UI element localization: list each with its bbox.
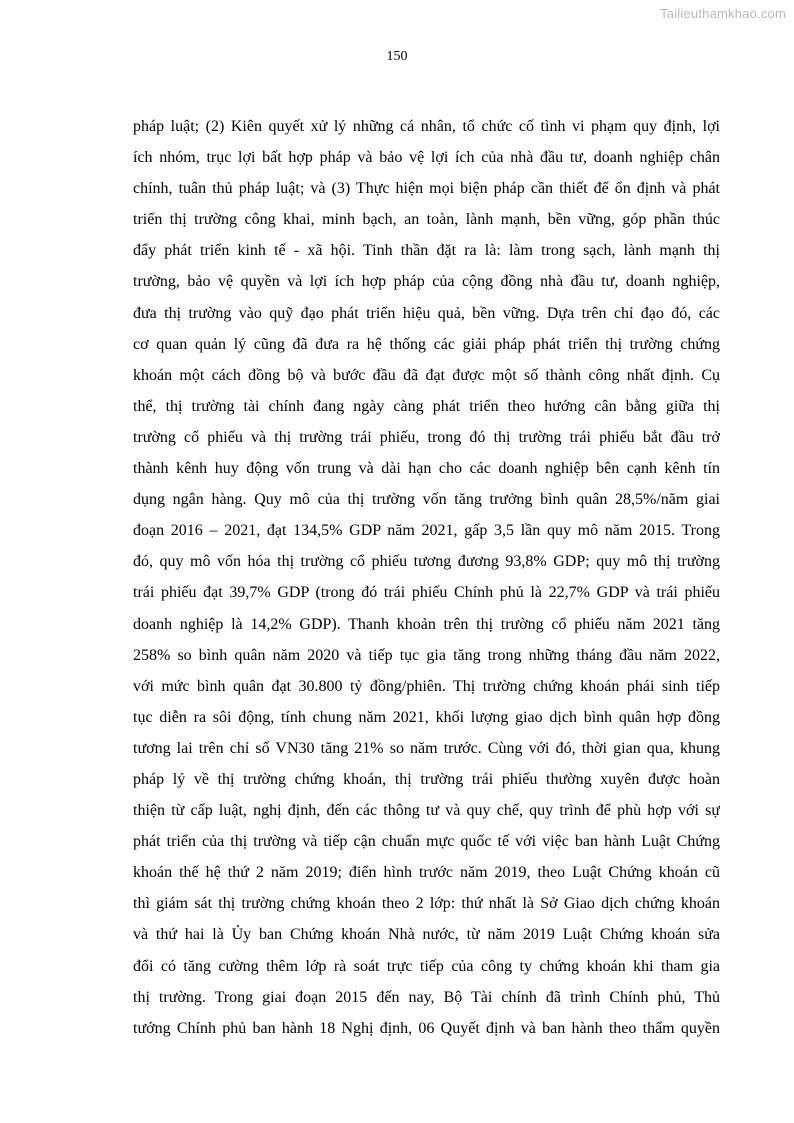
- paragraph-line: ích nhóm, trục lợi bất hợp pháp và bảo vệ lợi ích của nhà đầu tư, doanh nghiệp chân: [133, 149, 720, 167]
- paragraph-line: dụng ngân hàng. Quy mô của thị trường vốn tăng trưởng bình quân 28,5%/năm giai: [133, 491, 720, 509]
- paragraph-line: trường cổ phiếu và thị trường trái phiếu, trong đó thị trường trái phiếu bắt đầu trở: [133, 428, 720, 446]
- paragraph-line: cơ quan quản lý cũng đã đưa ra hệ thống các giải pháp phát triển thị trường chứng: [133, 335, 720, 353]
- watermark-text: Tailieuthamkhao.com: [660, 6, 786, 21]
- paragraph-line: thị trường. Trong giai đoạn 2015 đến nay, Bộ Tài chính đã trình Chính phủ, Thủ: [133, 988, 720, 1006]
- paragraph-line: trái phiếu đạt 39,7% GDP (trong đó trái phiếu Chính phủ là 22,7% GDP và trái phiếu: [133, 584, 720, 602]
- paragraph-line: chính, tuân thủ pháp luật; và (3) Thực hiện mọi biện pháp cần thiết để ổn định và phát: [133, 180, 720, 198]
- paragraph-line: đẩy phát triển kinh tế - xã hội. Tinh thần đặt ra là: làm trong sạch, lành mạnh thị: [133, 242, 720, 260]
- paragraph-line: thì giám sát thị trường chứng khoán theo 2 lớp: thứ nhất là Sở Giao dịch chứng khoán: [133, 895, 720, 913]
- paragraph-line: tướng Chính phủ ban hành 18 Nghị định, 06 Quyết định và ban hành theo thẩm quyền: [133, 1019, 720, 1037]
- paragraph-line: thiện từ cấp luật, nghị định, đến các thông tư và quy chế, quy trình để phù hợp với sự: [133, 802, 720, 820]
- paragraph-line: 258% so bình quân năm 2020 và tiếp tục gia tăng trong những tháng đầu năm 2022,: [133, 646, 720, 664]
- paragraph-line: và thứ hai là Ủy ban Chứng khoán Nhà nước, từ năm 2019 Luật Chứng khoán sửa: [133, 926, 720, 944]
- paragraph-line: thành kênh huy động vốn trung và dài hạn cho các doanh nghiệp bên cạnh kênh tín: [133, 460, 720, 478]
- paragraph-line: pháp luật; (2) Kiên quyết xử lý những cá nhân, tổ chức cố tình vi phạm quy định, lợi: [133, 118, 720, 135]
- page-number: 150: [386, 49, 408, 64]
- body-paragraph: [133, 111, 720, 1044]
- paragraph-line: trường, bảo vệ quyền và lợi ích hợp pháp của cộng đồng nhà đầu tư, doanh nghiệp,: [133, 273, 720, 291]
- paragraph-line: đưa thị trường vào quỹ đạo phát triển hiệu quả, bền vững. Dựa trên chỉ đạo đó, các: [133, 304, 720, 322]
- paragraph-line: doanh nghiệp là 14,2% GDP). Thanh khoản trên thị trường cổ phiếu năm 2021 tăng: [133, 615, 720, 633]
- paragraph-line: triển thị trường công khai, minh bạch, an toàn, lành mạnh, bền vững, góp phần thúc: [133, 211, 720, 229]
- paragraph-line: đoạn 2016 – 2021, đạt 134,5% GDP năm 2021, gấp 3,5 lần quy mô năm 2015. Trong: [133, 522, 720, 540]
- paragraph-line: tương lai trên chỉ số VN30 tăng 21% so năm trước. Cùng với đó, thời gian qua, khung: [133, 739, 720, 757]
- paragraph-line: khoán một cách đồng bộ và bước đầu đã đạt được một số thành công nhất định. Cụ: [133, 366, 720, 384]
- paragraph-line: phát triển của thị trường và tiếp cận chuẩn mực quốc tế với việc ban hành Luật Chứng: [133, 833, 720, 851]
- paragraph-line: thể, thị trường tài chính đang ngày càng phát triển theo hướng cân bằng giữa thị: [133, 397, 720, 415]
- paragraph-line: đổi có tăng cường thêm lớp rà soát trực tiếp của công ty chứng khoán khi tham gia: [133, 957, 720, 975]
- paragraph-line: tục diễn ra sôi động, tính chung năm 2021, khối lượng giao dịch bình quân hợp đồng: [133, 708, 720, 726]
- paragraph-line: khoán thế hệ thứ 2 năm 2019; điển hình trước năm 2019, theo Luật Chứng khoán cũ: [133, 864, 720, 882]
- paragraph-line: đó, quy mô vốn hóa thị trường cổ phiếu tương đương 93,8% GDP; quy mô thị trường: [133, 553, 720, 571]
- paragraph-line: pháp lý về thị trường chứng khoán, thị trường trái phiếu thường xuyên được hoàn: [133, 770, 720, 788]
- paragraph-line: với mức bình quân đạt 30.800 tỷ đồng/phiên. Thị trường chứng khoán phái sinh tiếp: [133, 677, 720, 695]
